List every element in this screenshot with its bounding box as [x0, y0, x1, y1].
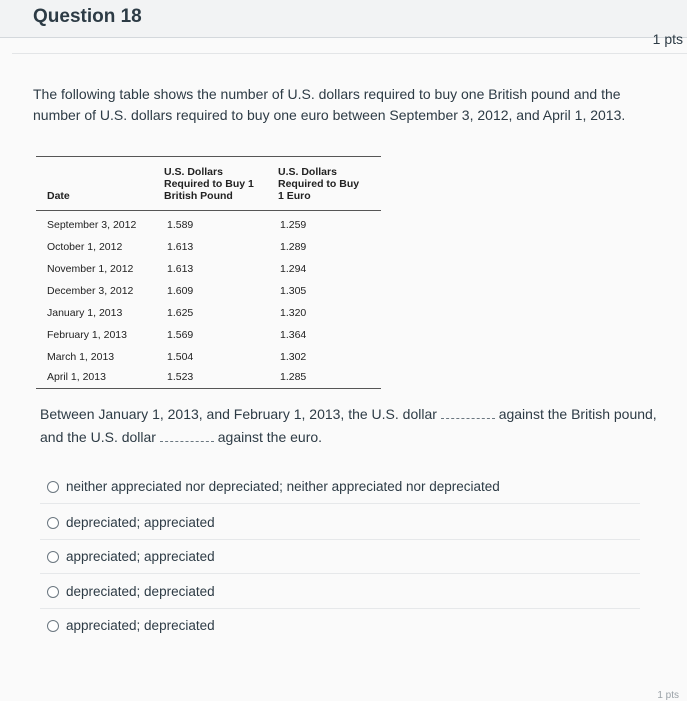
- question-points: 1 pts: [652, 31, 683, 47]
- cell-date: October 1, 2012: [47, 241, 123, 253]
- table-rule-top: [36, 156, 381, 157]
- cell-date: December 3, 2012: [47, 285, 134, 297]
- cell-gbp: 1.569: [167, 329, 194, 341]
- answer-divider: [40, 503, 640, 504]
- cell-date: November 1, 2012: [47, 263, 134, 275]
- cell-gbp: 1.523: [167, 371, 194, 383]
- radio-button[interactable]: [47, 517, 59, 529]
- table-row: [36, 285, 381, 305]
- table-row: [36, 263, 381, 283]
- cell-date: February 1, 2013: [47, 329, 127, 341]
- next-question-points: 1 pts: [657, 690, 679, 701]
- header-eur-line: Required to Buy: [278, 178, 360, 190]
- cell-eur: 1.259: [280, 219, 307, 231]
- question-prompt: The following table shows the number of U.S. dollars required to buy one British pound and the number of U.S. dollars required to buy one euro between September 3, 2012, and April 1, 2013.: [33, 86, 626, 123]
- radio-button[interactable]: [47, 620, 59, 632]
- cell-eur: 1.302: [280, 351, 307, 363]
- fill-in-question: [40, 403, 670, 449]
- answer-label[interactable]: neither appreciated nor depreciated; neither appreciated nor depreciated: [66, 479, 500, 494]
- radio-button[interactable]: [47, 551, 59, 563]
- answer-label[interactable]: depreciated; depreciated: [66, 584, 215, 599]
- answer-label[interactable]: depreciated; appreciated: [66, 515, 215, 530]
- cell-eur: 1.320: [280, 307, 307, 319]
- cell-date: April 1, 2013: [47, 371, 106, 383]
- cell-eur: 1.294: [280, 263, 307, 275]
- table-row: [36, 219, 381, 239]
- cell-gbp: 1.613: [167, 263, 194, 275]
- header-gbp-line: U.S. Dollars: [164, 166, 223, 178]
- radio-button[interactable]: [47, 586, 59, 598]
- answer-divider: [40, 608, 640, 609]
- cell-eur: 1.285: [280, 371, 307, 383]
- cell-date: March 1, 2013: [47, 351, 115, 363]
- table-row: [36, 351, 381, 371]
- table-row: [36, 329, 381, 349]
- cell-gbp: 1.613: [167, 241, 194, 253]
- question-text: Between January 1, 2013, and February 1, 2013, the U.S. dollar: [40, 406, 437, 422]
- answer-option[interactable]: [44, 514, 644, 536]
- cell-gbp: 1.625: [167, 307, 194, 319]
- cell-gbp: 1.609: [167, 285, 194, 297]
- question-text: and the U.S. dollar: [40, 429, 156, 445]
- question-text: against the euro.: [217, 429, 323, 445]
- cell-eur: 1.305: [280, 285, 307, 297]
- cell-gbp: 1.504: [167, 351, 194, 363]
- table-rule-bottom: [36, 388, 381, 389]
- cell-date: September 3, 2012: [47, 219, 137, 231]
- table-row: [36, 241, 381, 261]
- blank-1: [441, 418, 495, 419]
- question-text: against the British pound,: [498, 406, 657, 422]
- question-title: Question 18: [33, 6, 142, 27]
- header-gbp-line: Required to Buy 1: [164, 178, 254, 190]
- cell-gbp: 1.589: [167, 219, 194, 231]
- header-eur: [278, 166, 359, 202]
- answer-divider: [40, 573, 640, 574]
- divider: [12, 53, 687, 54]
- answer-option[interactable]: [44, 548, 644, 570]
- answer-label[interactable]: appreciated; depreciated: [66, 618, 215, 633]
- table-rule-header: [36, 210, 381, 211]
- answer-label[interactable]: appreciated; appreciated: [66, 549, 215, 564]
- answer-divider: [40, 539, 640, 540]
- blank-2: [160, 441, 214, 442]
- cell-date: January 1, 2013: [47, 307, 123, 319]
- radio-button[interactable]: [47, 481, 59, 493]
- header-gbp: [164, 166, 254, 202]
- answer-option[interactable]: [44, 478, 644, 500]
- question-header: [0, 0, 687, 38]
- header-eur-line: 1 Euro: [278, 190, 311, 202]
- answer-option[interactable]: [44, 617, 644, 639]
- table-row: [36, 307, 381, 327]
- cell-eur: 1.289: [280, 241, 307, 253]
- header-date: Date: [47, 190, 70, 202]
- header-gbp-line: British Pound: [164, 190, 233, 202]
- header-eur-line: U.S. Dollars: [278, 166, 337, 178]
- answer-option[interactable]: [44, 583, 644, 605]
- cell-eur: 1.364: [280, 329, 307, 341]
